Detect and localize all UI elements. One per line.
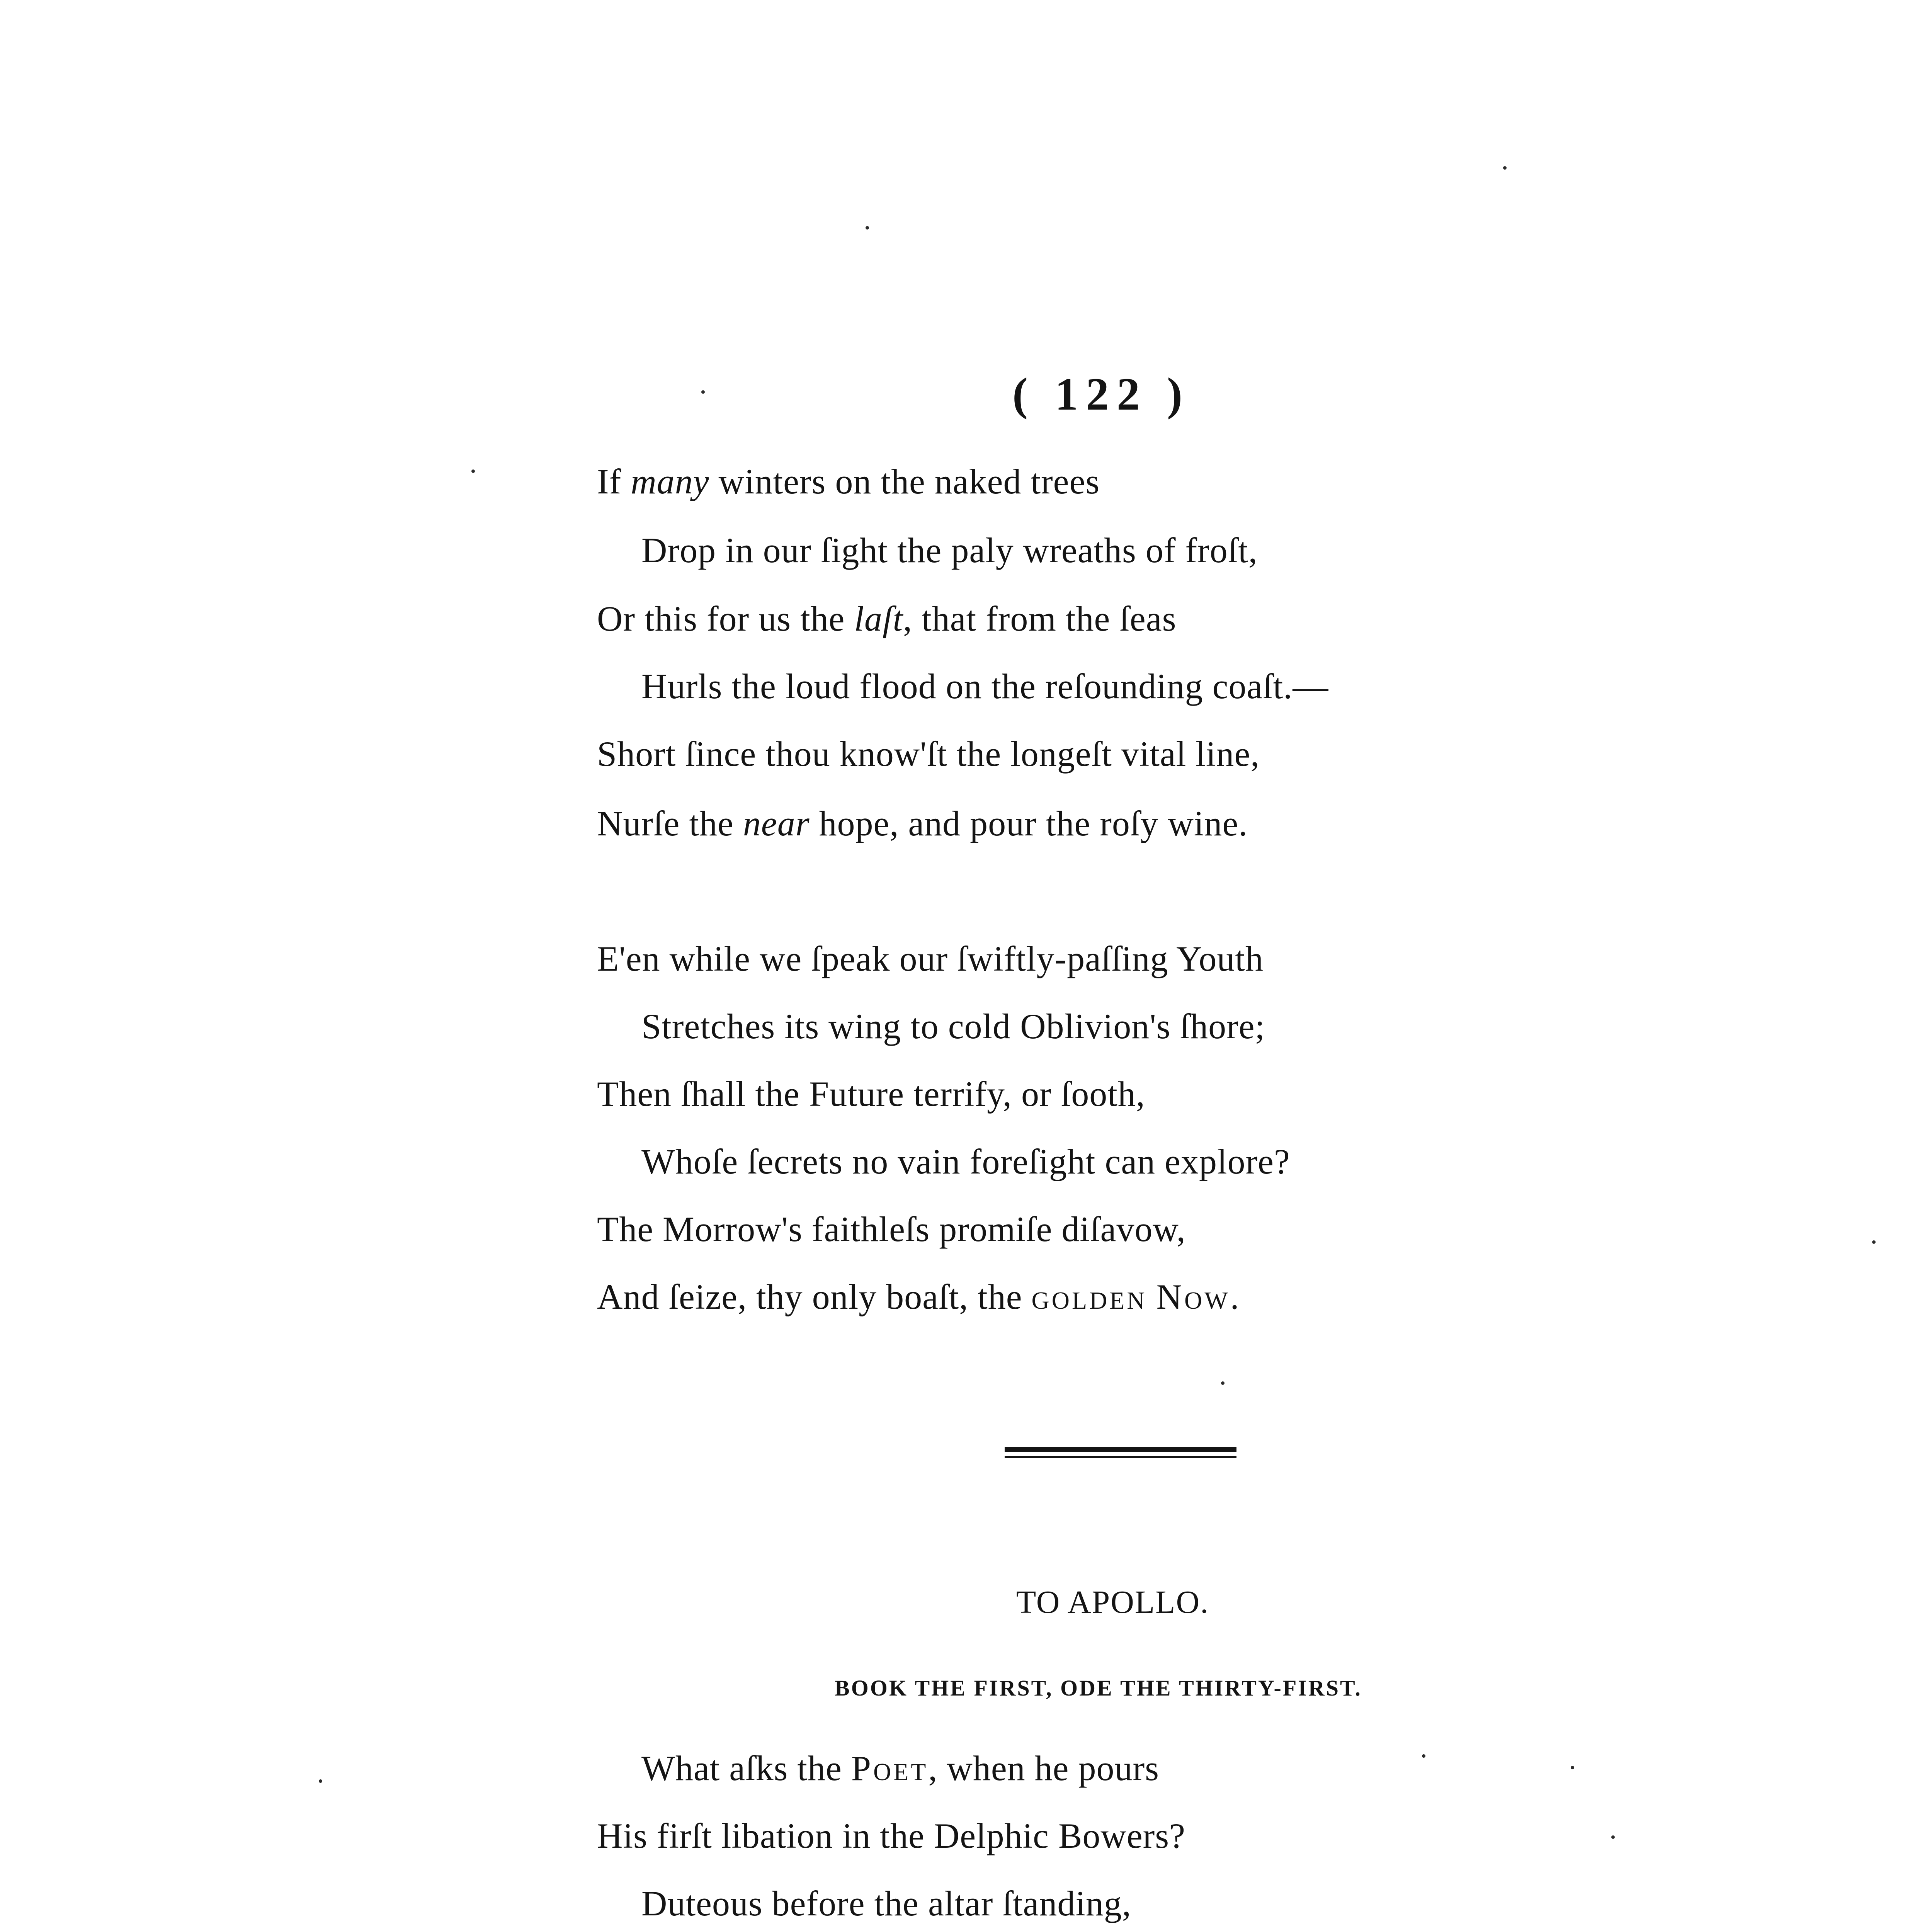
- speck: [319, 1779, 322, 1783]
- verse-line: [597, 806, 1248, 841]
- verse-line: [597, 601, 1176, 636]
- verse-small-caps: Now.: [1156, 1277, 1242, 1316]
- verse-line: Duteous before the altar ſtanding,: [641, 1884, 1131, 1923]
- verse-text: hope, and pour the roſy wine.: [810, 804, 1248, 843]
- verse-line: Short ſince thou know'ſt the longeſt vital line,: [597, 734, 1260, 774]
- speck: [1872, 1240, 1876, 1244]
- verse-italic: many: [631, 462, 709, 501]
- verse-line: Hurls the loud flood on the reſounding coaſt.—: [641, 667, 1329, 706]
- verse-text: , that from the ſeas: [903, 599, 1177, 638]
- speck: [1571, 1766, 1574, 1769]
- verse-line: Then ſhall the Future terrify, or ſooth,: [597, 1074, 1145, 1114]
- verse-line: Stretches its wing to cold Oblivion's ſhore;: [641, 1007, 1265, 1046]
- verse-italic: laſt: [854, 599, 903, 638]
- verse-text: [1147, 1277, 1156, 1316]
- speck: [701, 390, 705, 394]
- poem-title: TO APOLLO.: [1016, 1584, 1209, 1620]
- verse-small-caps: golden: [1031, 1277, 1147, 1316]
- verse-line: [597, 1279, 1242, 1315]
- divider-rule-bottom: [1005, 1456, 1236, 1458]
- poem-subtitle: BOOK THE FIRST, ODE THE THIRTY-FIRST.: [835, 1675, 1362, 1701]
- verse-text: Or this for us the: [597, 599, 854, 638]
- verse-line: E'en while we ſpeak our ſwiftly-paſſing Youth: [597, 939, 1264, 978]
- verse-small-caps: Poet: [851, 1748, 929, 1788]
- verse-line: [641, 1750, 1159, 1786]
- page-number: ( 122 ): [1012, 368, 1190, 420]
- verse-line: The Morrow's faithleſs promiſe diſavow,: [597, 1209, 1186, 1249]
- verse-text: What aſks the: [641, 1748, 851, 1788]
- speck: [1422, 1754, 1425, 1758]
- verse-line: [597, 464, 1100, 499]
- verse-line: Drop in our ſight the paly wreaths of froſt,: [641, 531, 1258, 570]
- speck: [1503, 166, 1507, 170]
- verse-text: If: [597, 462, 631, 501]
- verse-text: And ſeize, thy only boaſt, the: [597, 1277, 1032, 1316]
- speck: [1611, 1835, 1615, 1839]
- verse-text: winters on the naked trees: [709, 462, 1100, 501]
- speck: [866, 226, 869, 230]
- verse-line: His firſt libation in the Delphic Bowers?: [597, 1816, 1185, 1855]
- divider-rule-top: [1005, 1447, 1236, 1452]
- speck: [1221, 1381, 1225, 1385]
- verse-text: Nurſe the: [597, 804, 743, 843]
- verse-line: Whoſe ſecrets no vain foreſight can explore?: [641, 1142, 1290, 1181]
- speck: [471, 469, 475, 473]
- verse-text: , when he pours: [928, 1748, 1159, 1788]
- verse-italic: near: [743, 804, 810, 843]
